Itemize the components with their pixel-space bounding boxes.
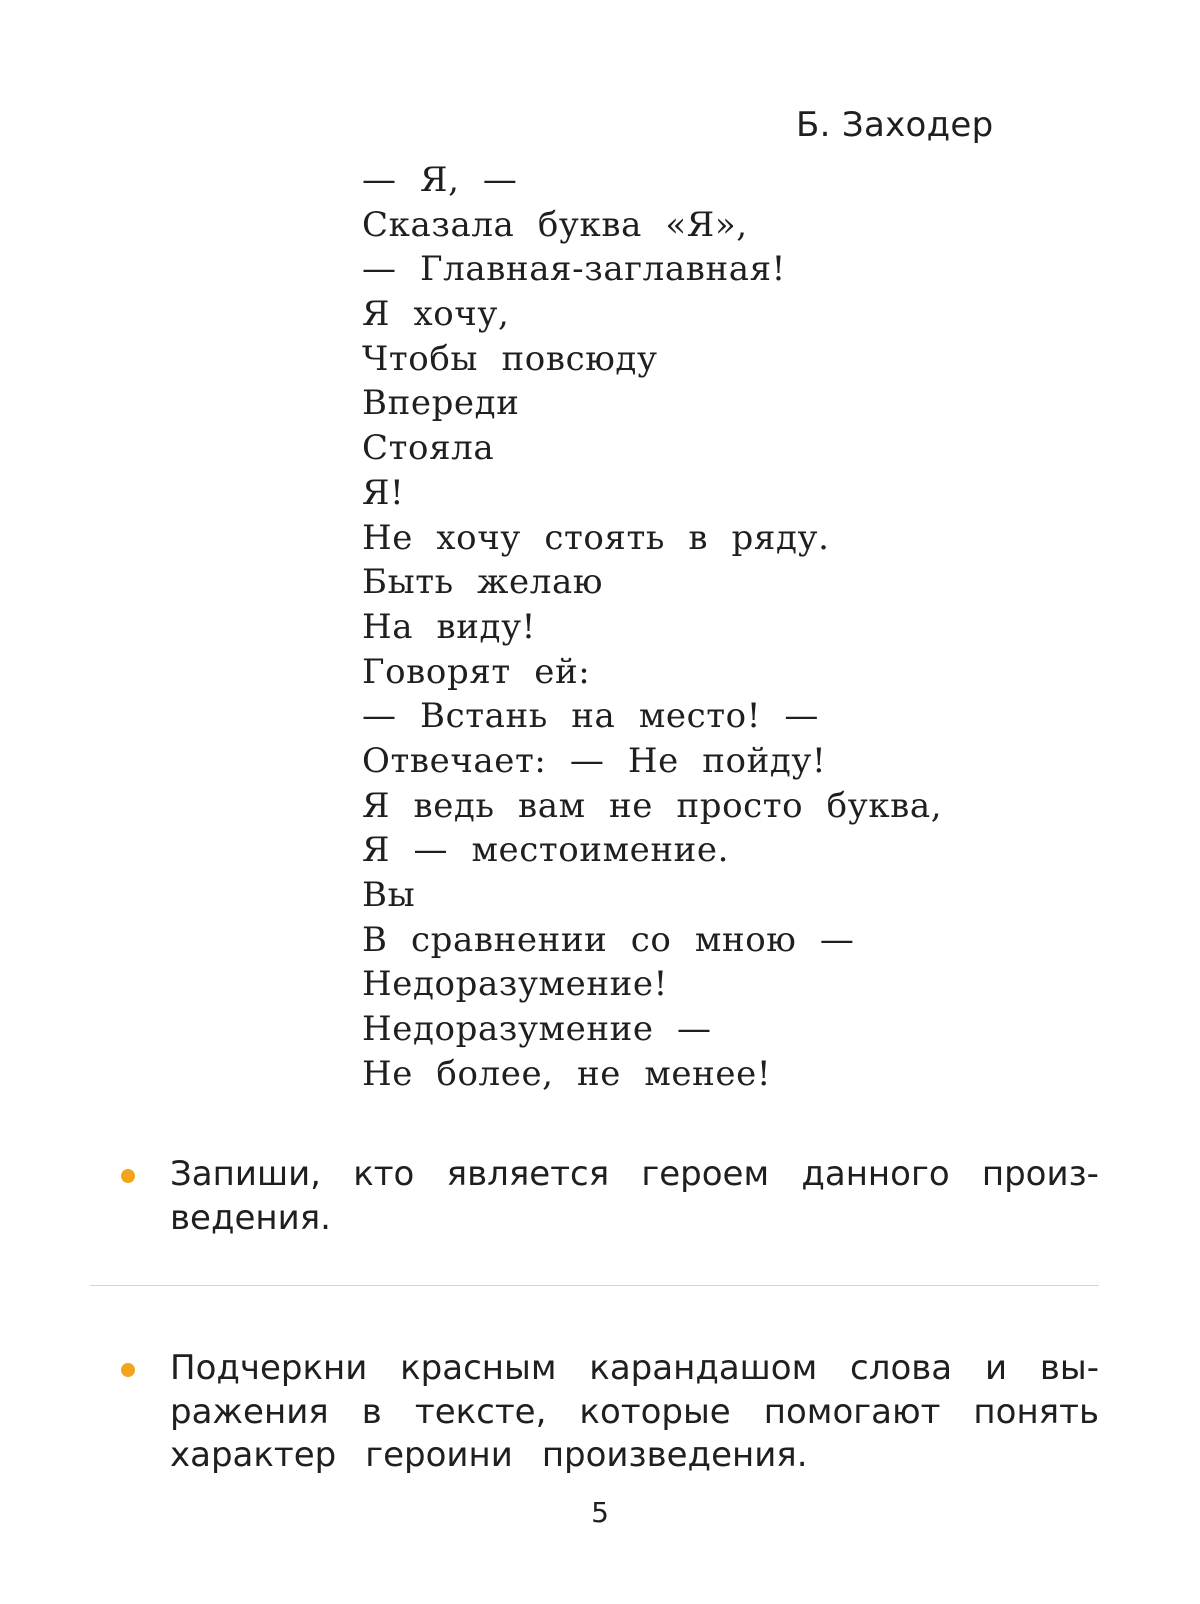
bullet-dot-icon xyxy=(121,1169,135,1183)
task-word: слова xyxy=(850,1348,953,1388)
poem-line: Я ведь вам не просто буква, xyxy=(362,785,943,826)
task-word: героини xyxy=(365,1435,513,1475)
task-line xyxy=(170,1153,1099,1197)
task-line xyxy=(170,1391,1099,1435)
task-word: тексте, xyxy=(414,1391,547,1432)
task-word: ражения xyxy=(170,1391,329,1432)
poem-text xyxy=(362,158,942,1096)
task-word: вы- xyxy=(1039,1348,1099,1388)
poem-line: Отвечает: — Не пойду! xyxy=(362,740,827,781)
poem-line: В сравнении со мною — xyxy=(362,919,855,960)
task-word: красным xyxy=(400,1348,557,1388)
poem-line: Чтобы повсюду xyxy=(362,338,658,379)
poem-line: Недоразумение! xyxy=(362,964,668,1005)
poem-line: — Я, — xyxy=(362,160,518,200)
poem-line: На виду! xyxy=(362,606,536,647)
poem-line: Сказала буква «Я», xyxy=(362,204,748,245)
task-word: и xyxy=(984,1348,1008,1388)
task-word: которые xyxy=(579,1391,731,1432)
task-word: в xyxy=(361,1391,382,1432)
poem-line: Я — местоимение. xyxy=(362,830,730,871)
task-write-hero xyxy=(121,1153,1099,1240)
poem-line: Впереди xyxy=(362,383,520,424)
task-line xyxy=(170,1347,1099,1391)
page-number: 5 xyxy=(591,1496,609,1529)
poem-line: — Встань на место! — xyxy=(362,696,819,737)
task-word: ведения. xyxy=(170,1197,331,1238)
task-word: данного xyxy=(801,1154,950,1194)
poem-line: Быть желаю xyxy=(362,562,604,603)
poem-line: Не хочу стоять в ряду. xyxy=(362,517,830,558)
poem-line: Говорят ей: xyxy=(362,651,591,692)
task-word: Запиши, xyxy=(170,1154,321,1194)
poem-line: Недоразумение — xyxy=(362,1009,712,1050)
divider xyxy=(90,1285,1099,1286)
poem-line: Вы xyxy=(362,875,416,915)
task-word: произ- xyxy=(981,1154,1099,1194)
poem-line: Я хочу, xyxy=(362,294,510,335)
task-word: понять xyxy=(973,1391,1099,1432)
poem-line: — Главная-заглавная! xyxy=(362,249,786,290)
poem-line: Я! xyxy=(362,472,405,513)
task-line xyxy=(170,1434,1099,1478)
task-word: помогают xyxy=(763,1391,941,1432)
poem-author: Б. Заходер xyxy=(796,105,994,145)
task-word: характер xyxy=(170,1435,337,1475)
bullet-dot-icon xyxy=(121,1363,135,1377)
task-word: карандашом xyxy=(589,1348,818,1388)
task-word: героем xyxy=(641,1154,770,1194)
task-word: Подчеркни xyxy=(170,1348,368,1388)
task-word: является xyxy=(446,1154,610,1194)
task-line xyxy=(170,1197,1099,1241)
task-word: кто xyxy=(353,1154,415,1194)
poem-line: Не более, не менее! xyxy=(362,1053,772,1094)
task-underline-words xyxy=(121,1347,1099,1478)
task-word: произведения. xyxy=(541,1435,808,1475)
poem-line: Стояла xyxy=(362,428,495,469)
